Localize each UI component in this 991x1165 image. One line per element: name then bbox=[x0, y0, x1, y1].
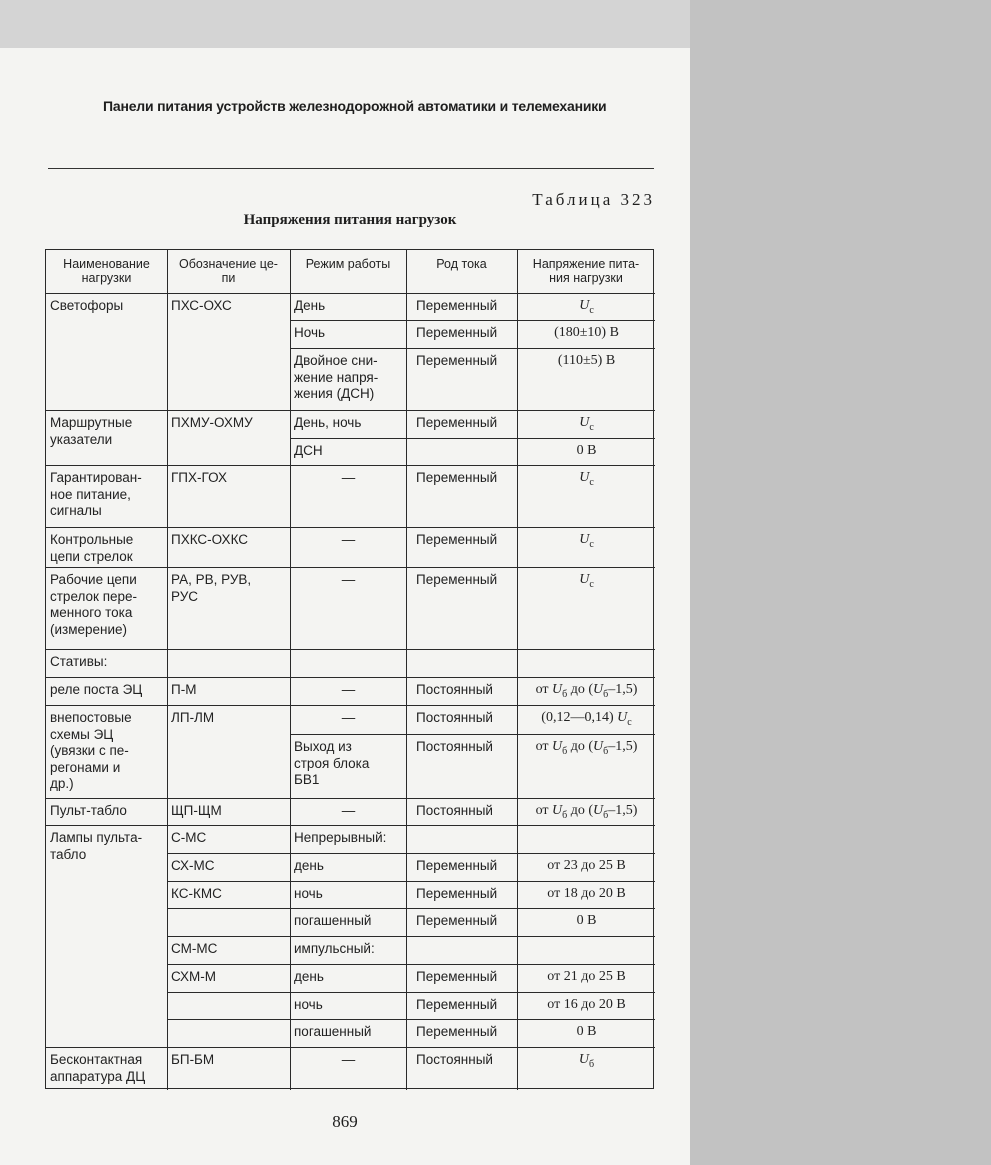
cell-voltage: от 18 до 20 В bbox=[547, 886, 626, 901]
row-rule bbox=[167, 908, 290, 909]
row-rule bbox=[290, 438, 406, 439]
column-header-mode: Режим работы bbox=[305, 257, 391, 271]
row-rule bbox=[517, 825, 655, 826]
row-rule bbox=[290, 410, 406, 411]
row-rule bbox=[290, 1019, 406, 1020]
cell-name: Рабочие цепи стрелок пере- менного тока (измерение) bbox=[50, 572, 138, 637]
row-rule bbox=[406, 881, 517, 882]
cell-mode: — bbox=[341, 532, 356, 547]
row-rule bbox=[517, 527, 655, 528]
column-header-circuit: Обозначение це- пи bbox=[179, 257, 278, 285]
cell-name: Маршрутные указатели bbox=[50, 415, 133, 447]
row-rule bbox=[290, 320, 406, 321]
cell-mode: Непрерывный: bbox=[294, 830, 387, 845]
row-rule bbox=[46, 527, 167, 528]
row-rule bbox=[167, 853, 290, 854]
row-rule bbox=[406, 798, 517, 799]
row-rule bbox=[406, 992, 517, 993]
cell-current: Переменный bbox=[416, 1024, 498, 1039]
cell-name: Бесконтактная аппаратура ДЦ bbox=[50, 1052, 146, 1084]
row-rule bbox=[517, 465, 655, 466]
row-rule bbox=[167, 527, 290, 528]
cell-current: Переменный bbox=[416, 470, 498, 485]
running-head-rule bbox=[48, 168, 654, 169]
row-rule bbox=[290, 853, 406, 854]
row-rule bbox=[167, 798, 290, 799]
cell-circuit: РА, РВ, РУВ, РУС bbox=[171, 572, 252, 604]
row-rule bbox=[290, 705, 406, 706]
row-rule bbox=[46, 465, 167, 466]
cell-current: Переменный bbox=[416, 858, 498, 873]
cell-voltage: $U_с$ bbox=[579, 532, 594, 550]
row-rule bbox=[290, 908, 406, 909]
row-rule bbox=[290, 348, 406, 349]
cell-voltage: от $U_б$ до $(U_б-1,5)$ bbox=[535, 682, 638, 700]
cell-circuit: ПХС-ОХС bbox=[171, 298, 232, 313]
row-rule bbox=[517, 649, 655, 650]
page-number: 869 bbox=[332, 1112, 358, 1131]
cell-name: реле поста ЭЦ bbox=[50, 682, 143, 697]
cell-mode: день bbox=[294, 969, 324, 984]
cell-current: Переменный bbox=[416, 913, 498, 928]
cell-name: Лампы пульта- табло bbox=[50, 830, 143, 862]
row-rule bbox=[517, 677, 655, 678]
cell-voltage: от 16 до 20 В bbox=[547, 997, 626, 1012]
cell-current: Постоянный bbox=[416, 739, 493, 754]
cell-current: Постоянный bbox=[416, 710, 493, 725]
header-rule bbox=[46, 293, 655, 294]
row-rule bbox=[167, 881, 290, 882]
row-rule bbox=[406, 964, 517, 965]
cell-name: Стативы: bbox=[50, 654, 108, 669]
row-rule bbox=[167, 465, 290, 466]
cell-current: Постоянный bbox=[416, 682, 493, 697]
cell-name: Контрольные цепи стрелок bbox=[50, 532, 134, 564]
cell-circuit: СМ-МС bbox=[171, 941, 218, 956]
cell-current: Переменный bbox=[416, 298, 498, 313]
row-rule bbox=[290, 798, 406, 799]
row-rule bbox=[517, 1019, 655, 1020]
row-rule bbox=[406, 320, 517, 321]
cell-voltage: $U_с$ bbox=[579, 470, 594, 488]
cell-mode: День bbox=[294, 298, 326, 313]
cell-mode: ДСН bbox=[294, 443, 323, 458]
row-rule bbox=[167, 936, 290, 937]
row-rule bbox=[406, 677, 517, 678]
cell-mode: ночь bbox=[294, 886, 323, 901]
cell-voltage: $U_с$ bbox=[579, 415, 594, 433]
cell-mode: Двойное сни- жение напря- жения (ДСН) bbox=[294, 353, 379, 401]
row-rule bbox=[517, 734, 655, 735]
row-rule bbox=[517, 992, 655, 993]
cell-current: Постоянный bbox=[416, 803, 493, 818]
cell-current: Переменный bbox=[416, 325, 498, 340]
voltage-table bbox=[45, 249, 654, 1089]
row-rule bbox=[406, 527, 517, 528]
cell-current: Переменный bbox=[416, 969, 498, 984]
row-rule bbox=[406, 465, 517, 466]
row-rule bbox=[290, 825, 406, 826]
cell-mode: день bbox=[294, 858, 324, 873]
cell-mode: Выход из строя блока БВ1 bbox=[294, 739, 370, 787]
cell-mode: — bbox=[341, 682, 356, 697]
row-rule bbox=[167, 1047, 290, 1048]
cell-current: Переменный bbox=[416, 997, 498, 1012]
row-rule bbox=[167, 1019, 290, 1020]
row-rule bbox=[517, 320, 655, 321]
cell-circuit: ЛП-ЛМ bbox=[171, 710, 215, 725]
cell-mode: — bbox=[341, 572, 356, 587]
row-rule bbox=[290, 881, 406, 882]
row-rule bbox=[517, 705, 655, 706]
row-rule bbox=[406, 348, 517, 349]
row-rule bbox=[290, 936, 406, 937]
cell-mode: — bbox=[341, 803, 356, 818]
column-header-name: Наименование нагрузки bbox=[63, 257, 150, 285]
cell-circuit: ГПХ-ГОХ bbox=[171, 470, 227, 485]
row-rule bbox=[167, 567, 290, 568]
cell-name: Пульт-табло bbox=[50, 803, 127, 818]
cell-voltage: (110±5) В bbox=[557, 353, 616, 368]
row-rule bbox=[517, 853, 655, 854]
row-rule bbox=[406, 705, 517, 706]
cell-mode: погашенный bbox=[294, 913, 372, 928]
row-rule bbox=[517, 881, 655, 882]
row-rule bbox=[517, 1047, 655, 1048]
cell-circuit: ЩП-ЩМ bbox=[171, 803, 222, 818]
cell-voltage: от 21 до 25 В bbox=[547, 969, 626, 984]
table-label: Таблица 323 bbox=[532, 190, 655, 209]
row-rule bbox=[167, 410, 290, 411]
row-rule bbox=[290, 964, 406, 965]
column-header-current: Род тока bbox=[436, 257, 487, 271]
row-rule bbox=[406, 825, 517, 826]
row-rule bbox=[517, 410, 655, 411]
cell-voltage: 0 В bbox=[576, 443, 597, 458]
row-rule bbox=[290, 1047, 406, 1048]
row-rule bbox=[517, 438, 655, 439]
row-rule bbox=[406, 853, 517, 854]
cell-voltage: 0 В bbox=[576, 913, 597, 928]
row-rule bbox=[167, 992, 290, 993]
column-rule bbox=[406, 250, 407, 1090]
row-rule bbox=[290, 567, 406, 568]
row-rule bbox=[406, 1047, 517, 1048]
cell-voltage: (180±10) В bbox=[554, 325, 619, 340]
table-title: Напряжения питания нагрузок bbox=[243, 212, 457, 228]
row-rule bbox=[406, 734, 517, 735]
row-rule bbox=[517, 964, 655, 965]
row-rule bbox=[167, 964, 290, 965]
cell-voltage: от 23 до 25 В bbox=[547, 858, 626, 873]
cell-mode: — bbox=[341, 710, 356, 725]
row-rule bbox=[46, 1047, 167, 1048]
row-rule bbox=[46, 705, 167, 706]
row-rule bbox=[46, 567, 167, 568]
cell-mode: — bbox=[341, 470, 356, 485]
cell-voltage: от $U_б$ до $(U_б-1,5)$ bbox=[535, 739, 638, 757]
column-rule bbox=[517, 250, 518, 1090]
cell-current: Постоянный bbox=[416, 1052, 493, 1067]
cell-current: Переменный bbox=[416, 532, 498, 547]
row-rule bbox=[167, 649, 290, 650]
row-rule bbox=[517, 798, 655, 799]
cell-circuit: КС-КМС bbox=[171, 886, 222, 901]
row-rule bbox=[290, 677, 406, 678]
cell-voltage: $U_с$ bbox=[579, 298, 594, 316]
cell-mode: Ночь bbox=[294, 325, 326, 340]
row-rule bbox=[517, 908, 655, 909]
row-rule bbox=[517, 567, 655, 568]
row-rule bbox=[290, 465, 406, 466]
cell-name: внепостовые схемы ЭЦ (увязки с пе- регонами и др.) bbox=[50, 710, 132, 791]
cell-mode: ночь bbox=[294, 997, 323, 1012]
cell-circuit: ПХКС-ОХКС bbox=[171, 532, 249, 547]
cell-circuit: С-МС bbox=[171, 830, 207, 845]
row-rule bbox=[406, 908, 517, 909]
cell-name: Светофоры bbox=[50, 298, 124, 313]
row-rule bbox=[167, 677, 290, 678]
column-header-voltage: Напряжение пита- ния нагрузки bbox=[532, 257, 640, 285]
cell-mode: импульсный: bbox=[294, 941, 375, 956]
row-rule bbox=[290, 649, 406, 650]
row-rule bbox=[46, 798, 167, 799]
row-rule bbox=[406, 936, 517, 937]
cell-voltage: (0,12—0,14) $U_с$ bbox=[541, 710, 632, 728]
row-rule bbox=[167, 825, 290, 826]
row-rule bbox=[406, 410, 517, 411]
scan-background-right bbox=[690, 0, 991, 1165]
row-rule bbox=[290, 734, 406, 735]
cell-voltage: $U_б$ bbox=[578, 1052, 595, 1070]
row-rule bbox=[406, 438, 517, 439]
row-rule bbox=[406, 649, 517, 650]
row-rule bbox=[517, 936, 655, 937]
cell-circuit: СХ-МС bbox=[171, 858, 215, 873]
cell-current: Переменный bbox=[416, 886, 498, 901]
cell-current: Переменный bbox=[416, 415, 498, 430]
row-rule bbox=[46, 677, 167, 678]
running-head: Панели питания устройств железнодорожной автоматики и телемеханики bbox=[103, 98, 607, 114]
cell-name: Гарантирован- ное питание, сигналы bbox=[50, 470, 142, 518]
cell-voltage: $U_с$ bbox=[579, 572, 594, 590]
cell-voltage: 0 В bbox=[576, 1024, 597, 1039]
row-rule bbox=[167, 705, 290, 706]
cell-current: Переменный bbox=[416, 572, 498, 587]
row-rule bbox=[290, 992, 406, 993]
cell-mode: погашенный bbox=[294, 1024, 372, 1039]
cell-circuit: ПХМУ-ОХМУ bbox=[171, 415, 253, 430]
cell-mode: — bbox=[341, 1052, 356, 1067]
row-rule bbox=[517, 348, 655, 349]
column-rule bbox=[290, 250, 291, 1090]
cell-circuit: СХМ-М bbox=[171, 969, 216, 984]
column-rule bbox=[167, 250, 168, 1090]
row-rule bbox=[46, 410, 167, 411]
cell-current: Переменный bbox=[416, 353, 498, 368]
row-rule bbox=[290, 527, 406, 528]
row-rule bbox=[46, 825, 167, 826]
cell-mode: День, ночь bbox=[294, 415, 362, 430]
cell-circuit: П-М bbox=[171, 682, 197, 697]
row-rule bbox=[406, 567, 517, 568]
cell-voltage: от $U_б$ до $(U_б-1,5)$ bbox=[535, 803, 638, 821]
cell-circuit: БП-БМ bbox=[171, 1052, 215, 1067]
row-rule bbox=[406, 1019, 517, 1020]
row-rule bbox=[46, 649, 167, 650]
